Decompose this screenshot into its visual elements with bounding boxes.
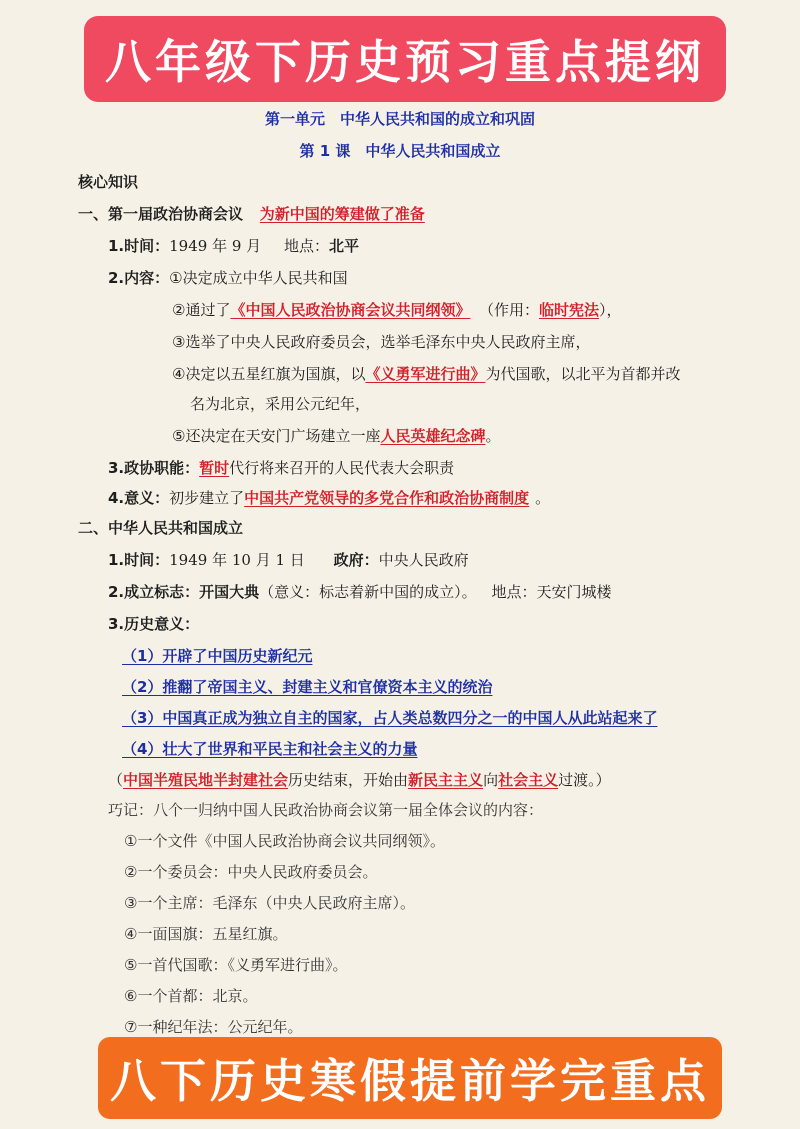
s2-meaning-3: （3）中国真正成为独立自主的国家，占人类总数四分之一的中国人从此站起来了 — [122, 709, 658, 727]
s2-mark-label: 2.成立标志： — [108, 583, 200, 601]
s1-content-row-2 — [172, 300, 622, 320]
s2-mark-value: 开国大典 — [199, 583, 260, 601]
unit-title: 第一单元 中华人民共和国的成立和巩固 — [264, 110, 535, 128]
s1-sig-red: 中国共产党领导的多党合作和政治协商制度 — [244, 489, 530, 507]
s1-c4-red: 《义勇军进行曲》 — [365, 365, 486, 383]
s2-t-mid2: 向 — [483, 771, 499, 789]
s2-t-mid1: 历史结束，开始由 — [288, 771, 409, 789]
memo-item-1: ①一个文件《中国人民政治协商会议共同纲领》。 — [124, 832, 445, 850]
memo-item-5: ⑤一首代国歌：《义勇军进行曲》。 — [124, 956, 348, 974]
s1-content-1: ①决定成立中华人民共和国 — [169, 269, 348, 287]
s1-content-row-4 — [172, 364, 680, 384]
memo-item-6: ⑥一个首都：北京。 — [124, 987, 258, 1005]
s2-meaning-4: （4）壮大了世界和平民主和社会主义的力量 — [122, 740, 418, 758]
s1-sig-post: 。 — [535, 489, 551, 507]
footer-banner — [98, 1037, 722, 1119]
s1-place-label: 地点： — [283, 237, 329, 255]
s1-func-label: 3.政协职能： — [108, 459, 200, 477]
s1-c4-post: 为代国歌，以北平为首都并改 — [485, 365, 681, 383]
s1-function-row — [108, 458, 454, 478]
s2-mark-row — [108, 582, 611, 602]
s2-time-value: 1949 年 10 月 1 日 — [169, 551, 305, 569]
s2-t-end: 过渡。） — [558, 771, 611, 789]
s2-t-red3: 社会主义 — [498, 771, 559, 789]
s1-c5-post: 。 — [485, 427, 501, 445]
page-title: 八年级下历史预习重点提纲 — [105, 35, 705, 89]
s2-meaning-1: （1）开辟了中国历史新纪元 — [122, 647, 313, 665]
s1-sig-label: 4.意义： — [108, 489, 170, 507]
section-1-heading: 一、第一届政治协商会议 — [78, 205, 244, 223]
s1-c5-pre: ⑤还决定在天安门广场建立一座 — [172, 427, 381, 445]
s1-c4-pre: ④决定以五星红旗为国旗，以 — [172, 365, 366, 383]
s2-gov-label: 政府： — [333, 551, 379, 569]
s1-time-row — [108, 236, 359, 256]
s2-transition-row — [108, 770, 611, 790]
section-1-heading-row — [78, 204, 425, 224]
s1-place-value: 北平 — [328, 237, 359, 255]
s1-significance-row — [108, 488, 550, 508]
footer-title: 八下历史寒假提前学完重点 — [110, 1054, 710, 1108]
s1-c5-red: 人民英雄纪念碑 — [380, 427, 486, 445]
s1-time-value: 1949 年 9 月 — [169, 237, 262, 255]
memo-item-7: ⑦一种纪年法：公元纪年。 — [124, 1018, 303, 1036]
s1-sig-pre: 初步建立了 — [169, 489, 245, 507]
s2-t-red1: 中国半殖民地半封建社会 — [123, 771, 289, 789]
memo-item-4: ④一面国旗：五星红旗。 — [124, 925, 288, 943]
s1-c2-red2: 临时宪法 — [538, 301, 599, 319]
s1-content-label: 2.内容： — [108, 269, 170, 287]
title-banner — [84, 16, 726, 102]
s2-mark-place: 地点：天安门城楼 — [491, 583, 612, 601]
s1-content-row-5 — [172, 426, 500, 446]
s1-func-red: 暂时 — [199, 459, 230, 477]
memo-item-3: ③一个主席：毛泽东（中央人民政府主席）。 — [124, 894, 415, 912]
s1-content-row-4-cont: 名为北京，采用公元纪年， — [190, 395, 371, 413]
s1-time-label: 1.时间： — [108, 237, 170, 255]
s2-time-row — [108, 550, 469, 570]
lesson-title: 第 1 课 中华人民共和国成立 — [299, 142, 501, 160]
s2-hist-label: 3.历史意义： — [108, 615, 200, 633]
memo-intro: 巧记：八个一归纳中国人民政治协商会议第一届全体会议的内容： — [108, 801, 544, 819]
s1-func-post: 代行将来召开的人民代表大会职责 — [229, 459, 455, 477]
core-knowledge-heading: 核心知识 — [78, 173, 139, 191]
s1-c2-pre: ②通过了 — [172, 301, 231, 319]
s1-content-row-3: ③选举了中央人民政府委员会，选举毛泽东中央人民政府主席， — [172, 333, 591, 351]
s2-time-label: 1.时间： — [108, 551, 170, 569]
s1-c2-mid: （作用： — [486, 301, 539, 319]
s2-meaning-2: （2）推翻了帝国主义、封建主义和官僚资本主义的统治 — [122, 678, 493, 696]
s2-t-red2: 新民主主义 — [408, 771, 484, 789]
section-2-heading: 二、中华人民共和国成立 — [78, 519, 244, 537]
s1-content-row-1 — [108, 268, 348, 288]
s2-gov-value: 中央人民政府 — [378, 551, 469, 569]
section-1-note: 为新中国的筹建做了准备 — [259, 205, 425, 223]
s2-t-open: （ — [108, 771, 124, 789]
s2-mark-note: （意义：标志着新中国的成立）。 — [259, 583, 477, 601]
memo-item-2: ②一个委员会：中央人民政府委员会。 — [124, 863, 378, 881]
s1-c2-red: 《中国人民政治协商会议共同纲领》 — [230, 301, 471, 319]
s1-c2-post: ）， — [599, 301, 622, 319]
